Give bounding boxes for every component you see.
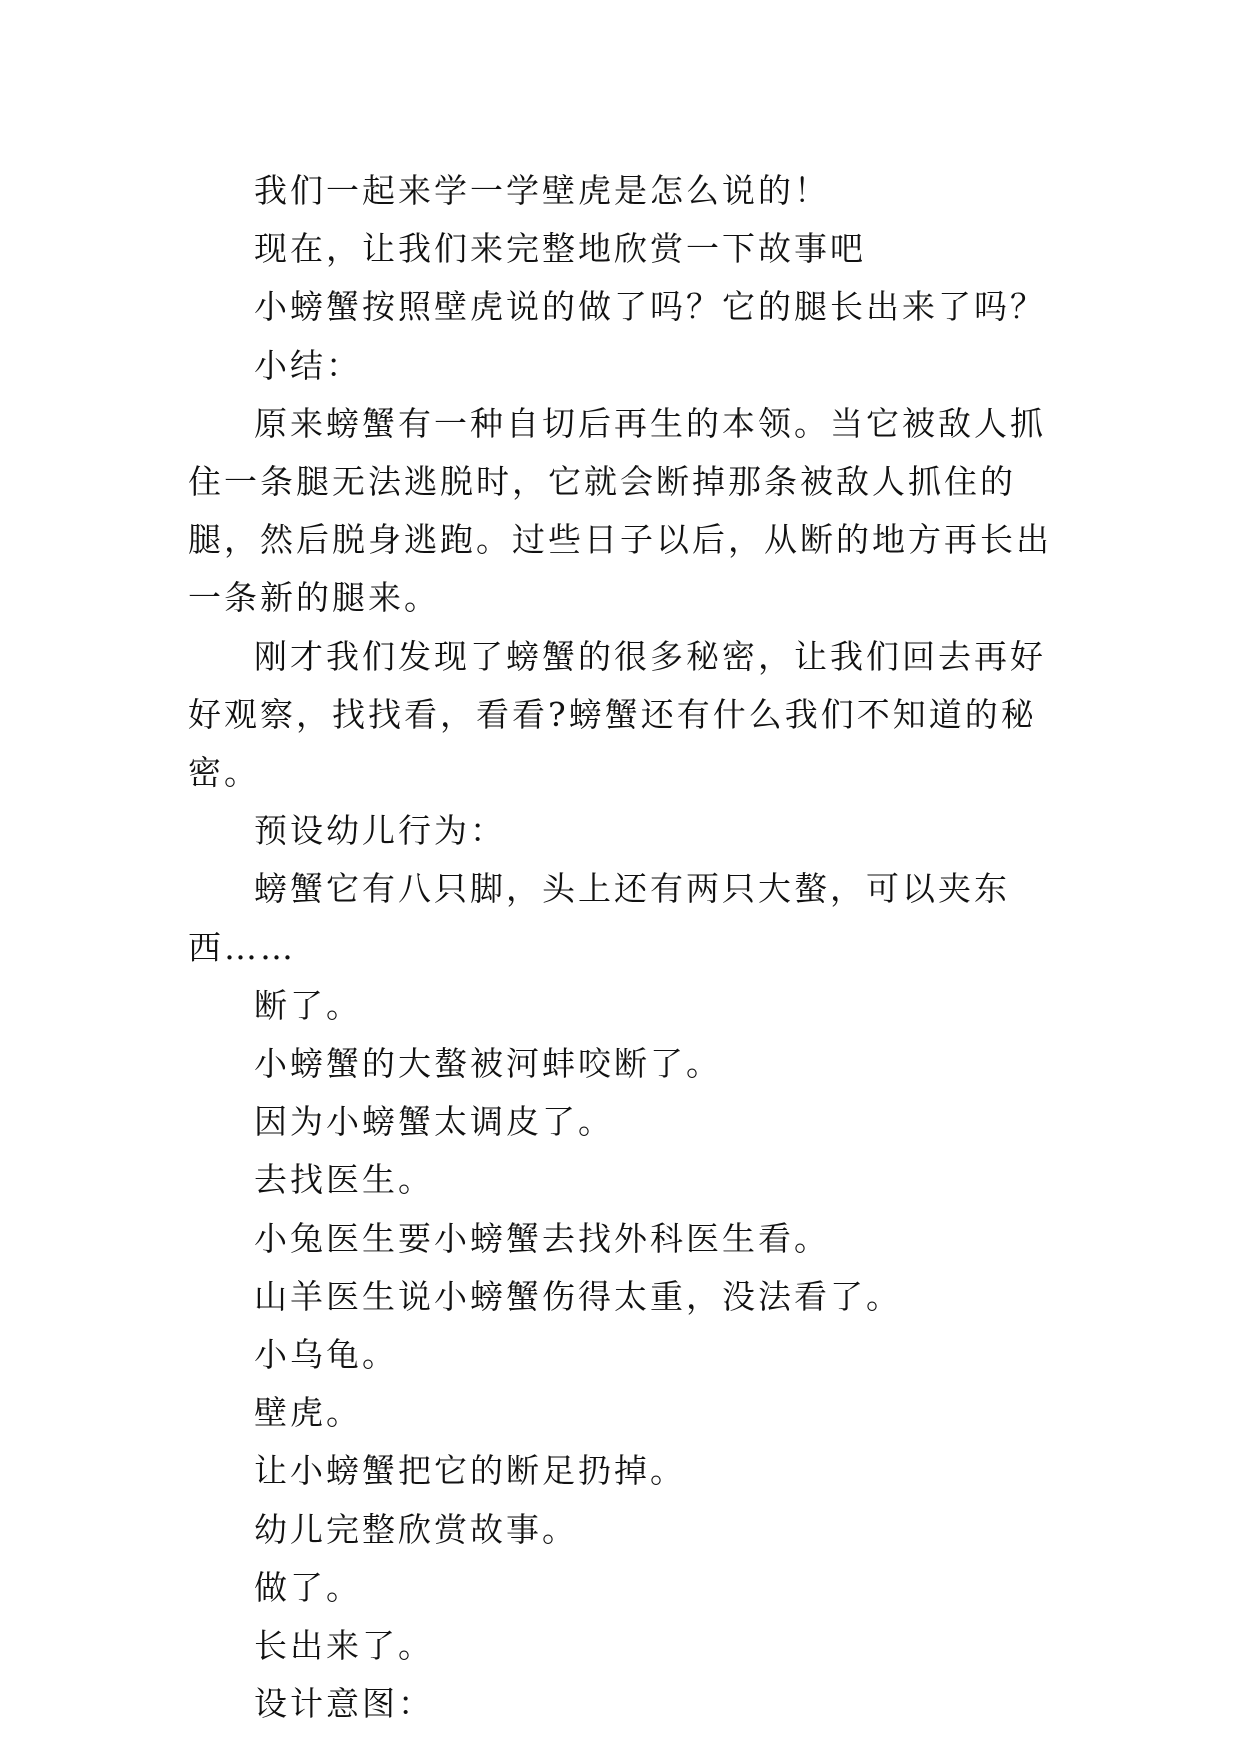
paragraph: 山羊医生说小螃蟹伤得太重，没法看了。 [254, 1276, 902, 1316]
paragraph: 去找医生。 [254, 1160, 434, 1200]
paragraph: 预设幼儿行为： [254, 811, 506, 851]
paragraph: 因为小螃蟹太调皮了。 [254, 1102, 614, 1142]
paragraph: 小兔医生要小螃蟹去找外科医生看。 [254, 1218, 830, 1258]
paragraph: 现在，让我们来完整地欣赏一下故事吧 [254, 229, 866, 269]
document-body [188, 162, 1068, 1733]
paragraph: 壁虎。 [254, 1393, 362, 1433]
paragraph: 让小螃蟹把它的断足扔掉。 [254, 1451, 686, 1491]
paragraph: 小结： [254, 345, 362, 385]
paragraph: 幼儿完整欣赏故事。 [254, 1509, 578, 1549]
paragraph: 我们一起来学一学壁虎是怎么说的！ [254, 171, 830, 210]
paragraph: 原来螃蟹有一种自切后再生的本领。当它被敌人抓住一条腿无法逃脱时，它就会断掉那条被敌人抓住的腿，然后脱身逃跑。过些日子以后，从断的地方再长出一条新的腿来。 [188, 403, 1052, 618]
paragraph: 螃蟹它有八只脚，头上还有两只大螯，可以夹东西…… [188, 869, 1010, 967]
paragraph: 刚才我们发现了螃蟹的很多秘密，让我们回去再好好观察，找找看，看看?螃蟹还有什么我们不知道的秘密。 [188, 636, 1046, 793]
paragraph: 小螃蟹的大螯被河蚌咬断了。 [254, 1044, 722, 1084]
paragraph: 断了。 [254, 985, 362, 1025]
paragraph: 设计意图： [254, 1684, 434, 1724]
paragraph: 长出来了。 [254, 1626, 434, 1666]
paragraph: 做了。 [254, 1567, 362, 1607]
paragraph: 小螃蟹按照壁虎说的做了吗？它的腿长出来了吗？ [254, 287, 1046, 327]
paragraph: 小乌龟。 [254, 1335, 398, 1375]
